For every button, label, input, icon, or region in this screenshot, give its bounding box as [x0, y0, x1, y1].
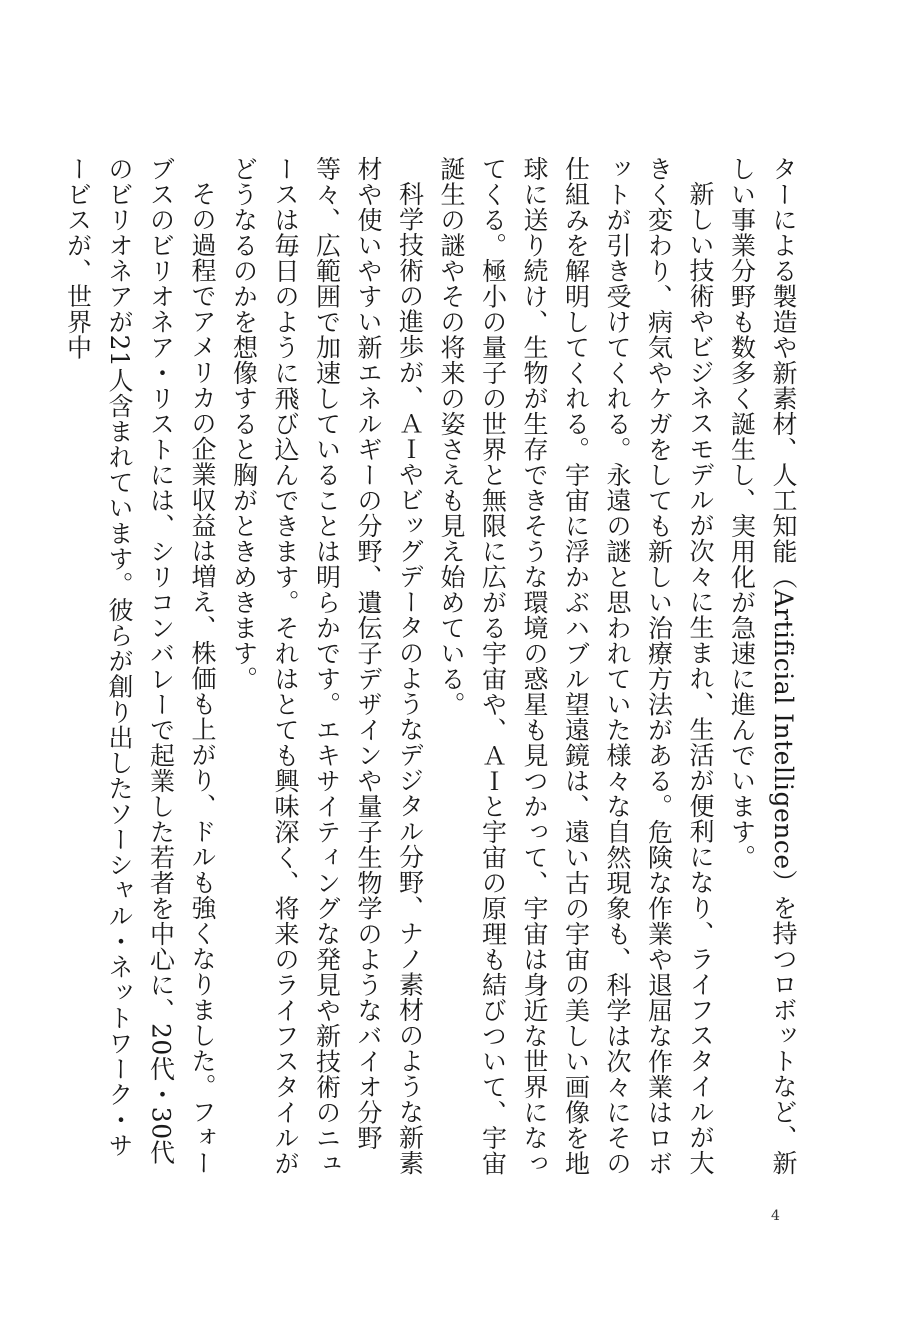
page-number: 4 [771, 1208, 780, 1224]
vertical-text-body [57, 156, 804, 1181]
paragraph-3: 科学技術の進歩が、ＡＩやビッグデータのようなデジタル分野、ナノ素材のような新素材や使いやすい新エネルギーの分野、遺伝子デザインや量子生物学のようなバイオ分野等々、広範囲で加速していることは明らかです。エキサイティングな発見や新技術のニュースは毎日のように飛び込んできます。それはとても興味深く、将来のライフスタイルがどうなるのかを想像すると胸がときめきます。 [229, 156, 425, 1176]
paragraph-1: ターによる製造や新素材、人工知能（Artificial Intelligence）を持つロボットなど、新しい事業分野も数多く誕生し、実用化が急速に進んでいます。 [727, 156, 798, 1176]
paragraph-4: その過程でアメリカの企業収益は増え、株価も上がり、ドルも強くなりました。フォーブスのビリオネア・リストには、シリコンバレーで起業した若者を中心に、20代・30代のビリオネアが21人含まれています。彼らが創り出したソーシャル・ネットワーク・サービスが、世界中 [63, 156, 217, 1176]
paragraph-2: 新しい技術やビジネスモデルが次々に生まれ、生活が便利になり、ライフスタイルが大きく変わり、病気やケガをしても新しい治療方法がある。危険な作業や退屈な作業はロボットが引き受けてくれる。永遠の謎と思われていた様々な自然現象も、科学は次々にその仕組みを解明してくれる。宇宙に浮かぶハブル望遠鏡は、遠い古の宇宙の美しい画像を地球に送り続け、生物が生存できそうな環境の惑星も見つかって、宇宙は身近な世界になってくる。極小の量子の世界と無限に広がる宇宙や、ＡＩと宇宙の原理も結びついて、宇宙誕生の謎やその将来の姿さえも見え始めている。 [437, 156, 715, 1176]
